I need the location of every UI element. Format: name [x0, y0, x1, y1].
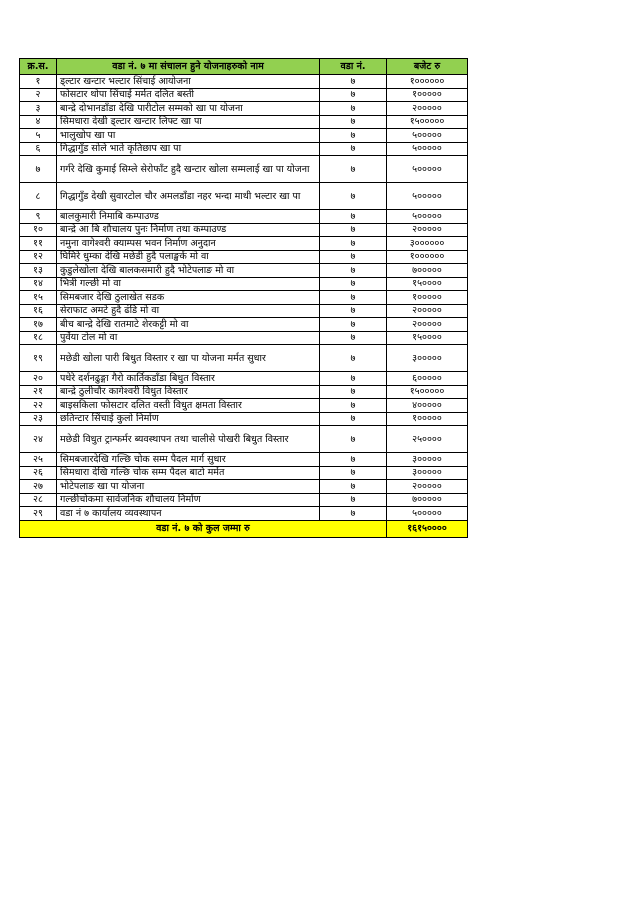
- row-ward-no: ७: [320, 466, 387, 480]
- row-serial: ५: [20, 129, 57, 143]
- table-row: [20, 142, 468, 156]
- table-row: [20, 372, 468, 386]
- row-budget: १००००००: [387, 250, 468, 264]
- row-project-name: बान्द्रे दोभानडाँडा देखि पारीटोल सम्मको खा पा योजना: [57, 102, 320, 116]
- row-budget: ५०००००: [387, 210, 468, 224]
- row-serial: १२: [20, 250, 57, 264]
- row-budget: १५००००: [387, 331, 468, 345]
- table-row: [20, 466, 468, 480]
- table-row: [20, 345, 468, 372]
- row-ward-no: ७: [320, 75, 387, 89]
- row-budget: १५००००: [387, 277, 468, 291]
- row-project-name: फोसटार थोपा सिंचाई मर्मत दलित बस्ती: [57, 88, 320, 102]
- table-row: [20, 507, 468, 521]
- row-ward-no: ७: [320, 277, 387, 291]
- row-ward-no: ७: [320, 264, 387, 278]
- table-row: [20, 156, 468, 183]
- row-ward-no: ७: [320, 372, 387, 386]
- row-ward-no: ७: [320, 115, 387, 129]
- table-row: [20, 237, 468, 251]
- row-budget: २०००००: [387, 318, 468, 332]
- row-serial: १७: [20, 318, 57, 332]
- row-budget: २०००००: [387, 102, 468, 116]
- row-ward-no: ७: [320, 480, 387, 494]
- row-ward-no: ७: [320, 493, 387, 507]
- header-ward-no: वडा नं.: [320, 59, 387, 75]
- row-serial: २४: [20, 426, 57, 453]
- table-row: [20, 291, 468, 305]
- row-serial: १६: [20, 304, 57, 318]
- row-project-name: घिमिरे धुम्का देखि मछेडी हुदै पलाङ्खर्क मो वा: [57, 250, 320, 264]
- row-project-name: बान्द्रे आ बि शौचालय पुनः निर्माण तथा कम्पाउण्ड: [57, 223, 320, 237]
- row-serial: १९: [20, 345, 57, 372]
- row-serial: २६: [20, 466, 57, 480]
- row-budget: १५०००००: [387, 115, 468, 129]
- row-budget: ५०००००: [387, 156, 468, 183]
- row-ward-no: ७: [320, 385, 387, 399]
- row-project-name: गर्गरे देखि कुमाई सिम्ले सेरोफाँट हुदै खन्टार खोला सम्मलाई खा पा योजना: [57, 156, 320, 183]
- row-ward-no: ७: [320, 156, 387, 183]
- row-serial: ७: [20, 156, 57, 183]
- row-serial: ४: [20, 115, 57, 129]
- row-budget: २०००००: [387, 304, 468, 318]
- table-row: [20, 318, 468, 332]
- row-budget: ३००००००: [387, 237, 468, 251]
- row-ward-no: ७: [320, 129, 387, 143]
- table-row: [20, 412, 468, 426]
- row-serial: २९: [20, 507, 57, 521]
- row-serial: १०: [20, 223, 57, 237]
- row-project-name: ड्ल्टार खन्टार भल्टार सिंचाई आयोजना: [57, 75, 320, 89]
- row-budget: ६०००००: [387, 372, 468, 386]
- row-project-name: भोटेपलाङ खा पा योजना: [57, 480, 320, 494]
- table-row: [20, 453, 468, 467]
- table-row: [20, 102, 468, 116]
- row-ward-no: ७: [320, 318, 387, 332]
- row-budget: २०००००: [387, 223, 468, 237]
- ward-budget-table: [19, 58, 468, 538]
- row-serial: २७: [20, 480, 57, 494]
- table-row: [20, 480, 468, 494]
- table-row: [20, 129, 468, 143]
- row-project-name: सेराफाट अमटे हुदै ढंडि मो वा: [57, 304, 320, 318]
- row-ward-no: ७: [320, 331, 387, 345]
- row-budget: ४०००००: [387, 399, 468, 413]
- row-project-name: नमुना वागेश्वरी क्याम्पस भवन निर्माण अनुदान: [57, 237, 320, 251]
- row-serial: २५: [20, 453, 57, 467]
- row-ward-no: ७: [320, 183, 387, 210]
- table-row: [20, 223, 468, 237]
- row-project-name: गल्छीचोकमा सार्वजनिक शौचालय निर्माण: [57, 493, 320, 507]
- row-budget: ५०००००: [387, 507, 468, 521]
- row-project-name: बालकुमारी निमाबि कम्पाउण्ड: [57, 210, 320, 224]
- row-serial: २: [20, 88, 57, 102]
- row-project-name: सिमबजारदेखि गल्छि चोक सम्म पैदल मार्ग सुधार: [57, 453, 320, 467]
- row-ward-no: ७: [320, 412, 387, 426]
- row-ward-no: ७: [320, 453, 387, 467]
- row-budget: ५०००००: [387, 142, 468, 156]
- row-ward-no: ७: [320, 426, 387, 453]
- table-row: [20, 183, 468, 210]
- row-serial: १८: [20, 331, 57, 345]
- row-ward-no: ७: [320, 399, 387, 413]
- row-project-name: सिमधारा देखी ड्ल्टार खन्टार लिफ्ट खा पा: [57, 115, 320, 129]
- row-ward-no: ७: [320, 210, 387, 224]
- row-budget: ३०००००: [387, 345, 468, 372]
- row-serial: १४: [20, 277, 57, 291]
- row-budget: ५०००००: [387, 129, 468, 143]
- row-ward-no: ७: [320, 102, 387, 116]
- row-ward-no: ७: [320, 237, 387, 251]
- table-row: [20, 426, 468, 453]
- table-row: [20, 304, 468, 318]
- row-project-name: मछेडी खोला पारी बिधुत विस्तार र खा पा योजना मर्मत सुधार: [57, 345, 320, 372]
- row-project-name: भित्री गल्छी मो वा: [57, 277, 320, 291]
- row-serial: १५: [20, 291, 57, 305]
- row-ward-no: ७: [320, 345, 387, 372]
- header-serial: क्र.स.: [20, 59, 57, 75]
- row-serial: २२: [20, 399, 57, 413]
- table-row: [20, 75, 468, 89]
- row-ward-no: ७: [320, 291, 387, 305]
- row-project-name: सिमबजार देखि ठुलाखेत सडक: [57, 291, 320, 305]
- table-row: [20, 331, 468, 345]
- row-serial: १३: [20, 264, 57, 278]
- row-budget: ३०००००: [387, 453, 468, 467]
- row-serial: ३: [20, 102, 57, 116]
- row-project-name: गिद्धागुँड देखी सुवारटोल चौर अमलडाँडा नहर भन्दा माथी भल्टार खा पा: [57, 183, 320, 210]
- row-budget: ५०००००: [387, 183, 468, 210]
- row-project-name: पधेरे दर्शनढुङ्गा गैरो कार्तिकडाँडा बिधुत विस्तार: [57, 372, 320, 386]
- table-row: [20, 115, 468, 129]
- row-budget: १५०००००: [387, 385, 468, 399]
- row-project-name: पुर्वेया टोल मो वा: [57, 331, 320, 345]
- row-serial: ८: [20, 183, 57, 210]
- row-project-name: बाइसकिला फोसटार दलित वस्ती विधुत क्षमता विस्तार: [57, 399, 320, 413]
- row-ward-no: ७: [320, 507, 387, 521]
- row-budget: २५००००: [387, 426, 468, 453]
- row-ward-no: ७: [320, 88, 387, 102]
- row-budget: ७०००००: [387, 264, 468, 278]
- row-project-name: छतिन्टार सिंचाई कुलो निर्माण: [57, 412, 320, 426]
- row-budget: ७०००००: [387, 493, 468, 507]
- header-budget: बजेट रु: [387, 59, 468, 75]
- header-project-name: वडा नं. ७ मा संचालन हुने योजनाहरुको नाम: [57, 59, 320, 75]
- row-project-name: मछेडी विधुत ट्रान्फर्मर ब्यवस्थापन तथा चालीसे पोखरी बिधुत विस्तार: [57, 426, 320, 453]
- table-header-row: [20, 59, 468, 75]
- row-project-name: वडा नं ७ कार्यालय व्यवस्थापन: [57, 507, 320, 521]
- row-ward-no: ७: [320, 223, 387, 237]
- table-row: [20, 277, 468, 291]
- row-budget: १०००००: [387, 412, 468, 426]
- row-project-name: बीच बान्द्रे देखि रातमाटे शेरकट्टी मो वा: [57, 318, 320, 332]
- table-row: [20, 88, 468, 102]
- row-serial: १: [20, 75, 57, 89]
- table-row: [20, 399, 468, 413]
- total-amount: १६१५००००: [387, 520, 468, 537]
- row-serial: २०: [20, 372, 57, 386]
- row-serial: ६: [20, 142, 57, 156]
- total-label: वडा नं. ७ को कुल जम्मा रु: [20, 520, 387, 537]
- row-serial: २१: [20, 385, 57, 399]
- table-row: [20, 250, 468, 264]
- row-project-name: बान्द्रे ठुलीचौर कागेश्वरी विधुत विस्तार: [57, 385, 320, 399]
- row-serial: ९: [20, 210, 57, 224]
- table-row: [20, 264, 468, 278]
- total-row: [20, 520, 468, 537]
- row-ward-no: ७: [320, 304, 387, 318]
- row-budget: ३०००००: [387, 466, 468, 480]
- row-budget: १०००००: [387, 88, 468, 102]
- row-budget: १०००००: [387, 291, 468, 305]
- row-project-name: गिद्धागुँड सोले भाते कृतिछाप खा पा: [57, 142, 320, 156]
- table-row: [20, 385, 468, 399]
- row-ward-no: ७: [320, 142, 387, 156]
- row-budget: १००००००: [387, 75, 468, 89]
- row-project-name: सिमधारा देखि गल्छि चोक सम्म पैदल बाटो मर्मत: [57, 466, 320, 480]
- row-project-name: भालुखोप खा पा: [57, 129, 320, 143]
- row-serial: २८: [20, 493, 57, 507]
- row-serial: २३: [20, 412, 57, 426]
- row-budget: २०००००: [387, 480, 468, 494]
- row-ward-no: ७: [320, 250, 387, 264]
- row-serial: ११: [20, 237, 57, 251]
- table-row: [20, 210, 468, 224]
- row-project-name: कुडुलेखोला देखि बालकसमारी हुदै भोटेपलाङ मो वा: [57, 264, 320, 278]
- table-row: [20, 493, 468, 507]
